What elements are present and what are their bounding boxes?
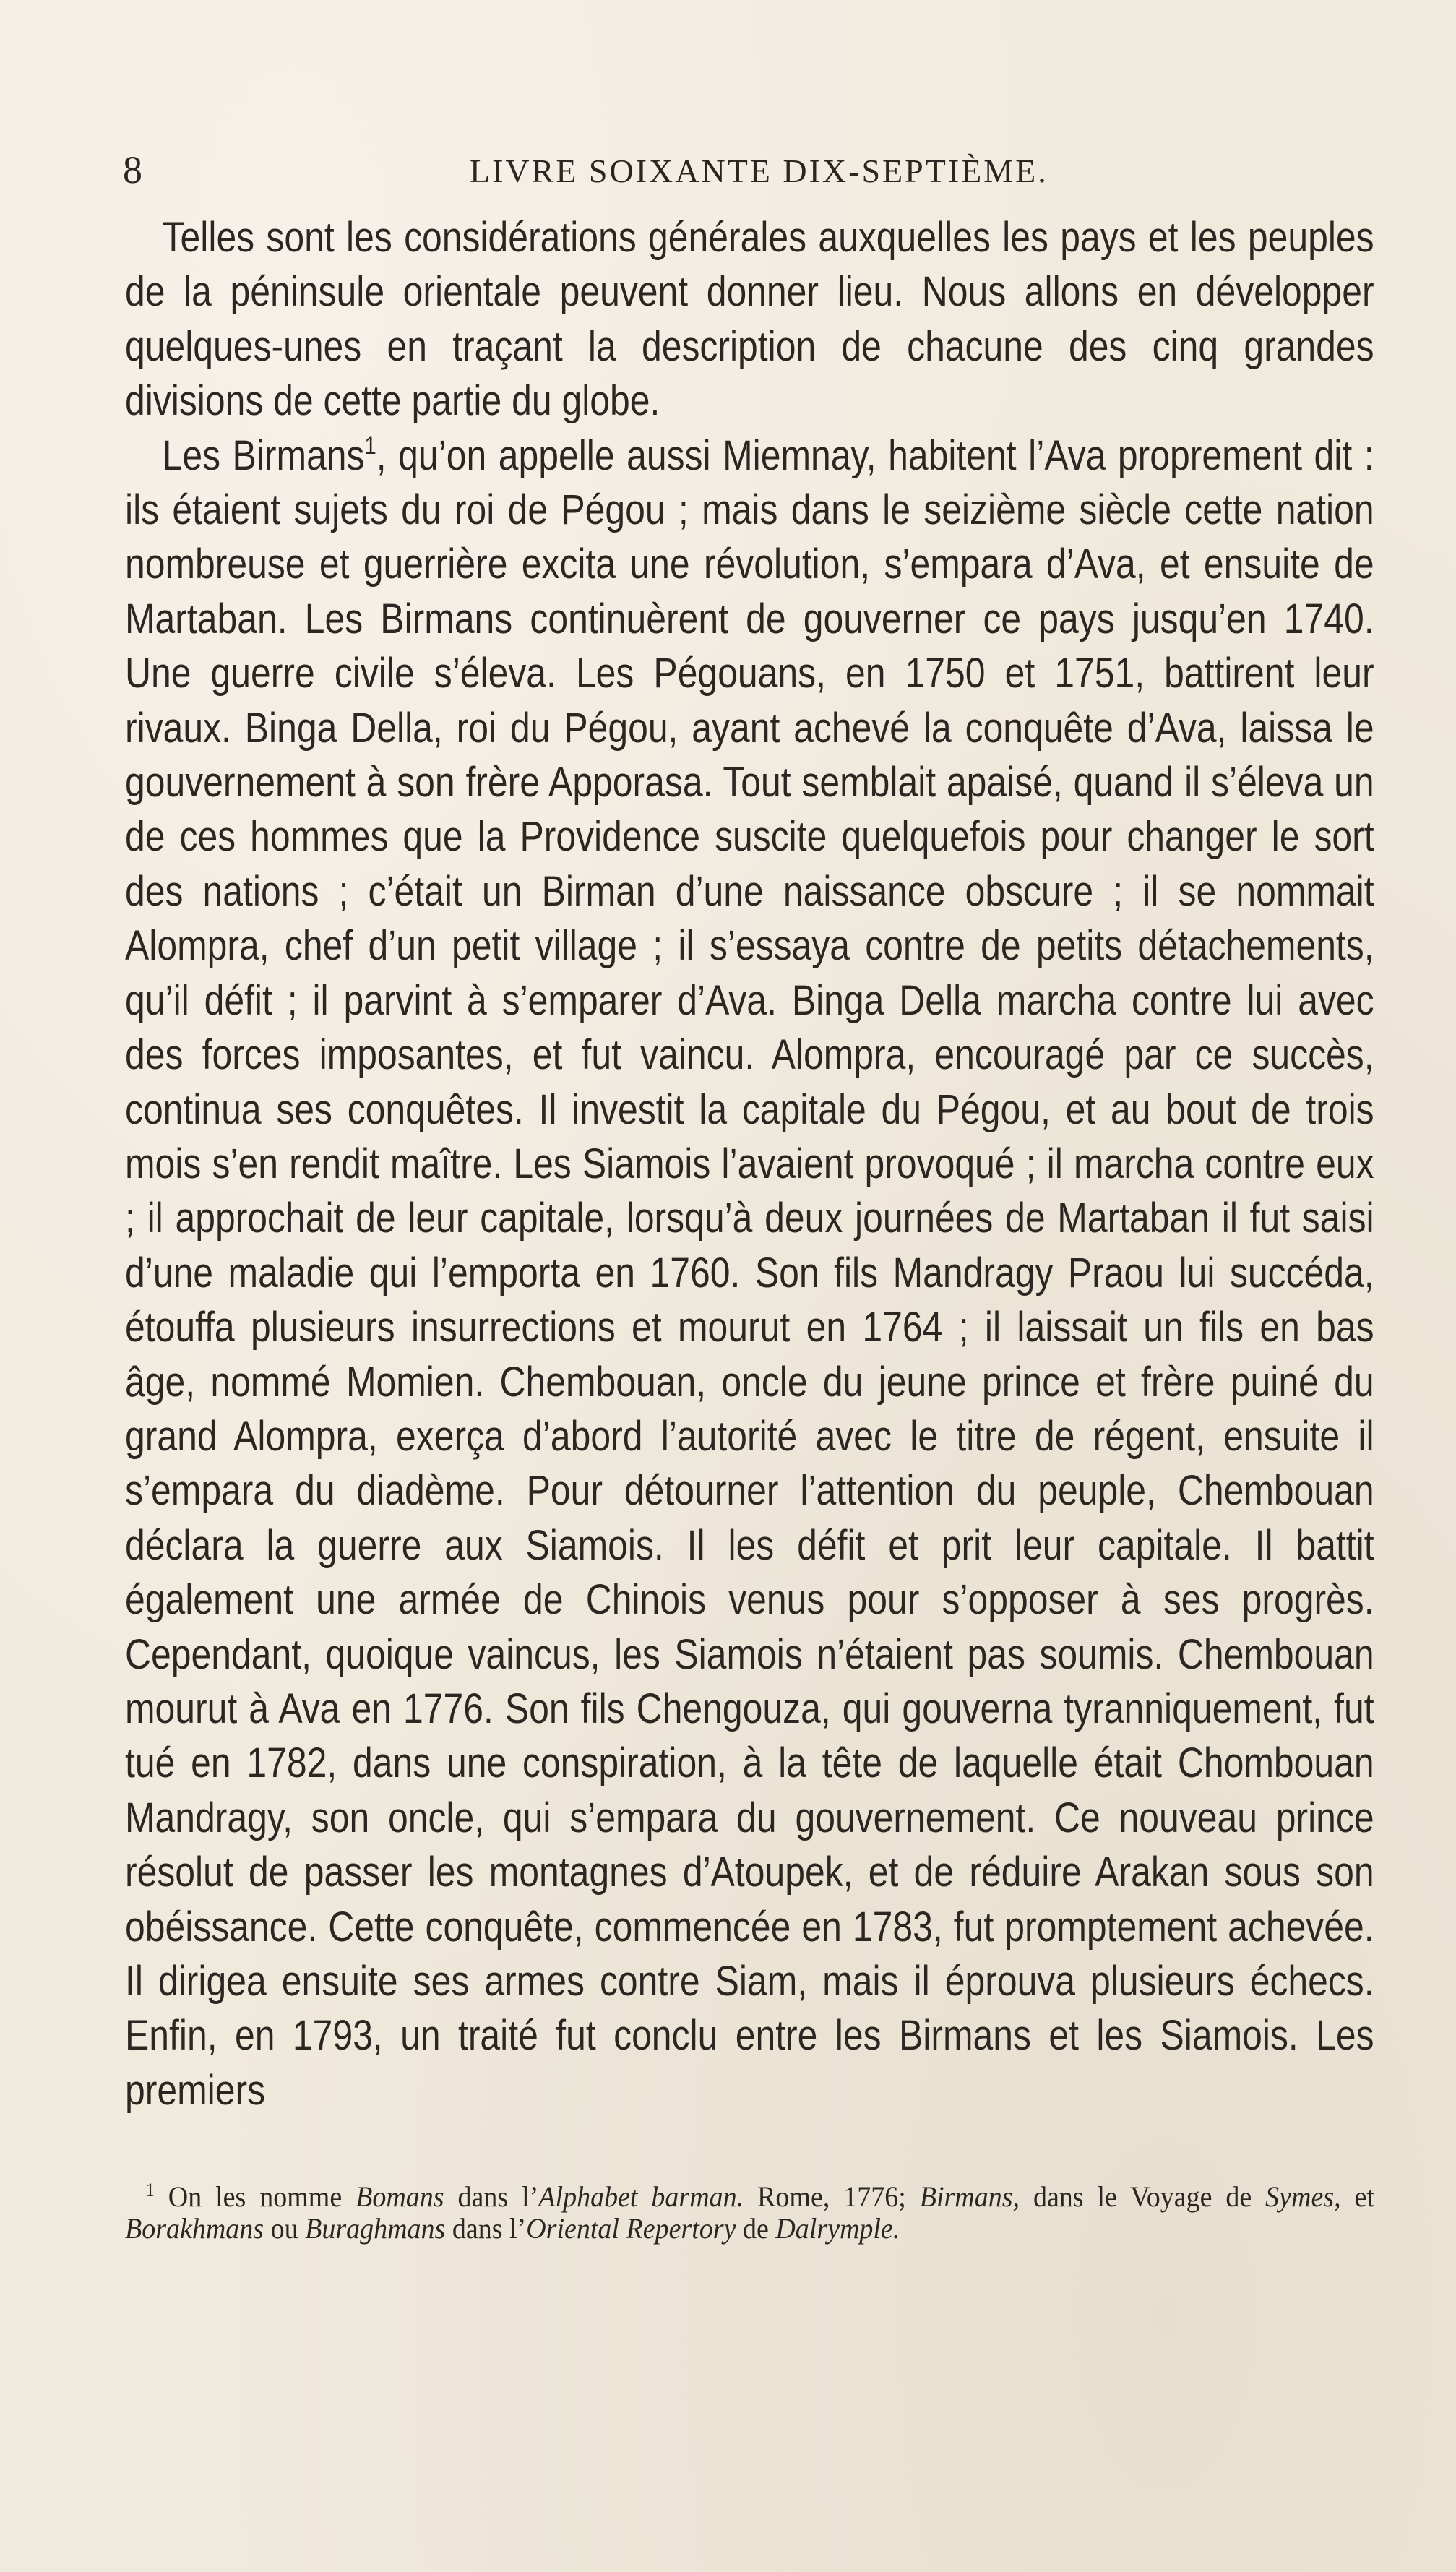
footnote-italic: Buraghmans [305, 2212, 446, 2245]
page-number: 8 [123, 148, 142, 192]
footnote-text: et [1340, 2180, 1374, 2213]
footnote-text: de [736, 2212, 776, 2245]
footnote-italic: Birmans, [919, 2180, 1020, 2213]
footnote-text: dans l’ [445, 2212, 527, 2245]
footnote-text: Rome, 1776; [744, 2180, 920, 2213]
paragraph [125, 429, 1374, 2118]
footnote-text: On les nomme [154, 2180, 356, 2213]
paragraph-text: , qu’on appelle aussi Miemnay, habitent l’Ava proprement dit : ils étaient sujets du roi de Pégou ; mais dans le seizième siècle cette nation nombreuse et guerrière excita une révolution, s’empara d’Ava, et ensuite de Martaban. Les Birmans continuèrent de gouverner ce pays jusqu’en 1740. Une guerre civile s’éleva. Les Pégouans, en 1750 et 1751, battirent leur rivaux. Binga Della, roi du Pégou, ayant achevé la conquête d’Ava, laissa le gouvernement à son frère Apporasa. Tout semblait apaisé, quand il s’éleva un de ces hommes que la Providence suscite quelquefois pour changer le sort des nations ; c’était un Birman d’une naissance obscure ; il se nommait Alompra, chef d’un petit village ; il s’essaya contre de petits détachements, qu’il défit ; il parvint à s’emparer d’Ava. Binga Della marcha contre lui avec des forces imposantes, et fut vaincu. Alompra, encouragé par ce succès, continua ses conquêtes. Il investit la capitale du Pégou, et au bout de trois mois s’en rendit maître. Les Siamois l’avaient provoqué ; il marcha contre eux ; il approchait de leur capitale, lorsqu’à deux journées de Martaban il fut saisi d’une maladie qui l’emporta en 1760. Son fils Mandragy Praou lui succéda, étouffa plusieurs insurrections et mourut en 1764 ; il laissait un fils en bas âge, nommé Momien. Chembouan, oncle du jeune prince et frère puiné du grand Alompra, exerça d’abord l’autorité avec le titre de régent, ensuite il s’empara du diadème. Pour détourner l’attention du peuple, Chembouan déclara la guerre aux Siamois. Il les défit et prit leur capitale. Il battit également une armée de Chinois venus pour s’opposer à ses progrès. Cependant, quoique vaincus, les Siamois n’étaient pas soumis. Chembouan mourut à Ava en 1776. Son fils Chengouza, qui gouverna tyranniquement, fut tué en 1782, dans une conspiration, à la tête de laquelle était Chombouan Mandragy, son oncle, qui s’empara du gouvernement. Ce nouveau prince résolut de passer les montagnes d’Atoupek, et de réduire Arakan sous son obéissance. Cette conquête, commencée en 1783, fut promptement achevée. Il dirigea ensuite ses armes contre Siam, mais il éprouva plusieurs échecs. Enfin, en 1793, un traité fut conclu entre les Birmans et les Siamois. Les premiers [125, 431, 1374, 2114]
footnote-text: ou [264, 2212, 306, 2245]
footnote-italic: Dalrymple. [775, 2212, 900, 2245]
running-title: LIVRE SOIXANTE DIX-SEPTIÈME. [470, 152, 1048, 189]
footnote-text: dans le Voyage de [1020, 2180, 1266, 2213]
footnote-text: dans l’ [444, 2180, 539, 2213]
footnote-italic: Alphabet barman. [538, 2180, 744, 2213]
footnote-italic: Oriental Repertory [526, 2212, 736, 2245]
footnote-mark: 1 [145, 2180, 155, 2201]
footnote-reference: 1 [364, 431, 376, 460]
paragraph: Telles sont les considérations générales auxquelles les pays et les peuples de la péninsule orientale peuvent donner lieu. Nous allons en développer quelques-unes en traçant la description de chacune des cinq grandes divisions de cette partie du globe. [125, 214, 1374, 425]
footnote [125, 2181, 1374, 2245]
footnotes [125, 2181, 1375, 2245]
footnote-italic: Bomans [356, 2180, 444, 2213]
footnote-italic: Symes, [1265, 2180, 1341, 2213]
footnote-italic: Borakhmans [125, 2212, 264, 2245]
main-text [125, 210, 1375, 2117]
page-header [123, 145, 1423, 195]
paragraph-start: Les Birmans [162, 431, 365, 479]
